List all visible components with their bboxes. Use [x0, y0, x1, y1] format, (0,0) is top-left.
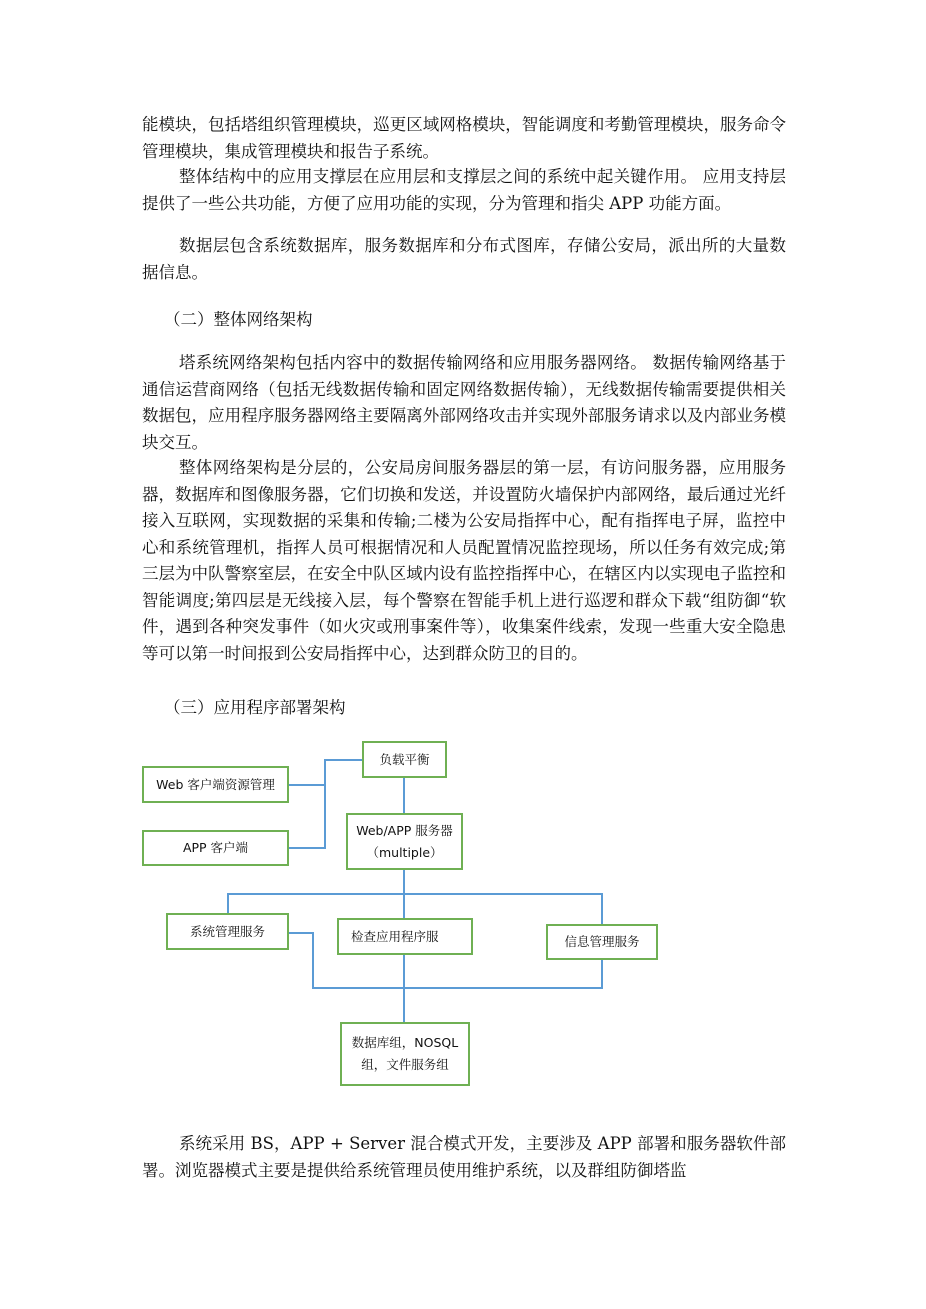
connector-to-check-app: [403, 893, 405, 918]
connector-to-database: [403, 987, 405, 1023]
web-app-server-multiple: （multiple）: [366, 844, 443, 860]
section-heading-network: （二）整体网络架构: [164, 310, 313, 329]
section-heading-deployment: （三）应用程序部署架构: [164, 698, 346, 717]
web-client-label: Web 客户端资源管理: [156, 776, 275, 792]
paragraph-data-layer: 数据层包含系统数据库，服务数据库和分布式图库，存储公安局，派出所的大量数据信息。: [142, 236, 786, 282]
database-label-line1: 数据库组，NOSQL: [351, 1035, 459, 1050]
check-app-label: 检查应用程序服: [351, 928, 439, 944]
database-label-line2: 组，文件服务组: [361, 1057, 449, 1072]
connector-left-vertical: [312, 932, 314, 988]
connector-system-mgmt-right: [288, 932, 314, 934]
load-balancer-label: 负载平衡: [379, 751, 430, 767]
connector-to-system-mgmt: [227, 893, 229, 914]
connector-bottom-bus: [312, 987, 603, 989]
web-app-server-box: [346, 813, 463, 870]
paragraph-network-architecture: 塔系统网络架构包括内容中的数据传输网络和应用服务器网络。 数据传输网络基于通信运营商网络（包括无线数据传输和固定网络数据传输），无线数据传输需要提供相关数据包，应用程序服务器网络主要隔离外部网络攻击并实现外部服务请求以及内部业务模块交互。: [142, 353, 786, 452]
web-client-box: [142, 766, 289, 803]
web-app-server-label: Web/APP 服务器: [356, 822, 453, 838]
paragraph-modules: 能模块，包括塔组织管理模块，巡更区域网格模块，智能调度和考勤管理模块，服务命令管理模块，集成管理模块和报告子系统。: [142, 115, 786, 161]
connector-junction-vertical: [324, 759, 326, 849]
connector-lb-to-server: [403, 778, 405, 814]
connector-junction-to-lb: [324, 759, 362, 761]
paragraph-bs-app-server: 系统采用 BS，APP + Server 混合模式开发，主要涉及 APP 部署和服务器软件部署。浏览器模式主要是提供给系统管理员使用维护系统，以及群组防御塔监: [142, 1134, 786, 1180]
paragraph-support-layer: 整体结构中的应用支撑层在应用层和支撑层之间的系统中起关键作用。 应用支持层提供了一些公共功能，方便了应用功能的实现，分为管理和指尖 APP 功能方面。: [142, 167, 786, 213]
system-mgmt-box: [166, 913, 289, 950]
info-mgmt-label: 信息管理服务: [564, 934, 640, 949]
connector-web-to-junction: [288, 784, 326, 786]
check-app-box: [337, 918, 473, 955]
app-client-label: APP 客户端: [182, 840, 249, 855]
connector-top-bus: [227, 893, 603, 895]
system-mgmt-label: 系统管理服务: [189, 923, 265, 939]
load-balancer-box: [362, 741, 447, 778]
connector-server-down: [403, 870, 405, 894]
database-box: [340, 1022, 470, 1086]
paragraph-network-layers: 整体网络架构是分层的，公安局房间服务器层的第一层，有访问服务器，应用服务器，数据库和图像服务器，它们切换和发送，并设置防火墙保护内部网络，最后通过光纤接入互联网，实现数据的采集和传输;二楼为公安局指挥中心，配有指挥电子屏，监控中心和系统管理机，指挥人员可根据情况和人员配置情况监控现场，所以任务有效完成;第三层为中队警察室层，在安全中队区域内设有监控指挥中心，在辖区内以实现电子监控和智能调度;第四层是无线接入层，每个警察在智能手机上进行巡逻和群众下载“组防御“软件，遇到各种突发事件（如火灾或刑事案件等），收集案件线索，发现一些重大安全隐患等可以第一时间报到公安局指挥中心，达到群众防卫的目的。: [142, 458, 786, 663]
connector-info-mgmt-down: [601, 958, 603, 989]
connector-app-to-junction: [288, 847, 326, 849]
app-client-box: [142, 830, 289, 866]
info-mgmt-box: [546, 924, 658, 960]
connector-to-info-mgmt: [601, 893, 603, 925]
connector-check-app-down: [403, 954, 405, 989]
